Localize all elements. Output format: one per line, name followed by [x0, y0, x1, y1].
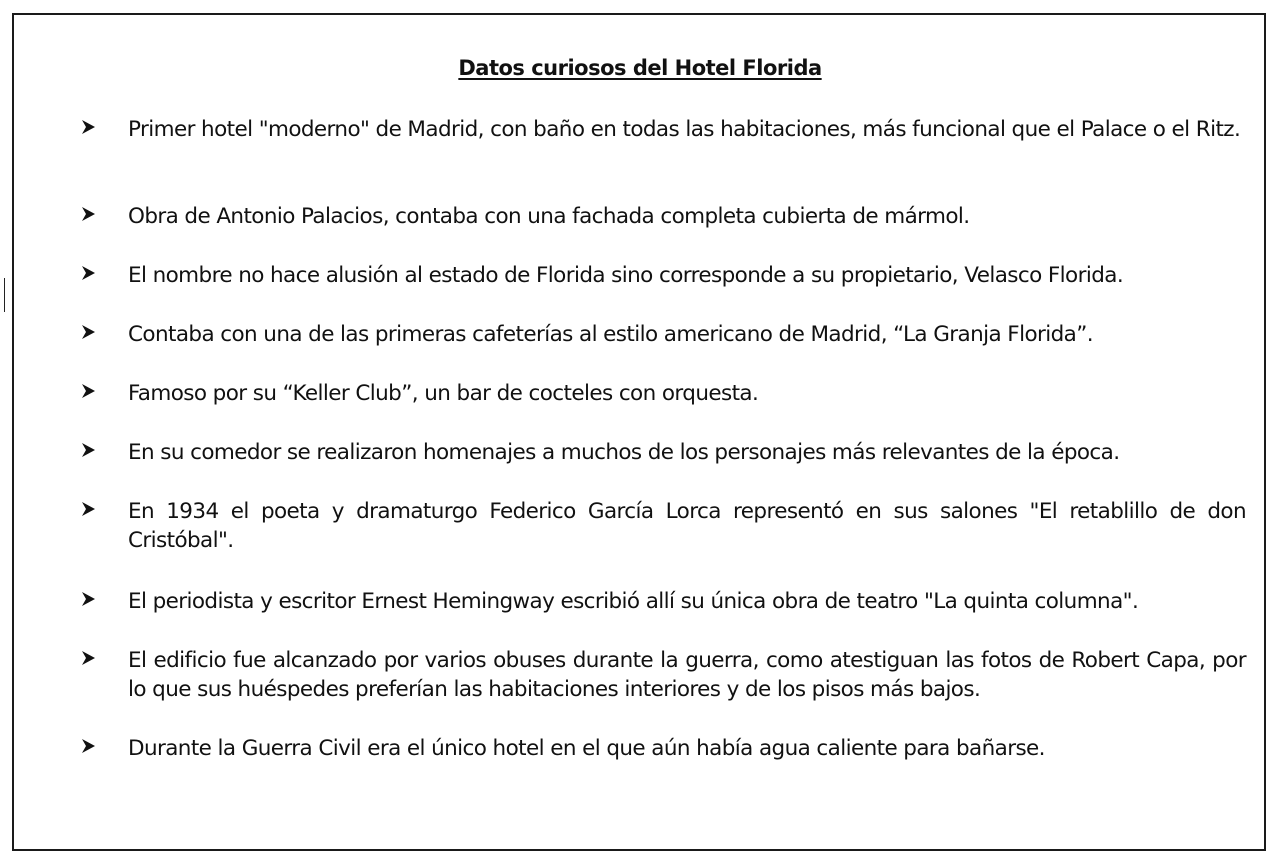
document-title: Datos curiosos del Hotel Florida	[458, 56, 822, 80]
list-item-text: El periodista y escritor Ernest Hemingway escribió allí su única obra de teatro "La quinta columna".	[128, 589, 1139, 614]
text-cursor-mark	[4, 278, 5, 312]
list-item-text: El edificio fue alcanzado por varios obuses durante la guerra, como atestiguan las fotos de Robert Capa, por lo que sus huéspedes preferían las habitaciones interiores y de los pisos más bajos.	[128, 648, 1246, 702]
arrowhead-bullet-icon	[80, 322, 102, 344]
arrowhead-bullet-icon	[80, 117, 102, 139]
list-item-text: Contaba con una de las primeras cafeterías al estilo americano de Madrid, “La Granja Florida”.	[128, 322, 1094, 347]
arrowhead-bullet-icon	[80, 381, 102, 403]
list-item-text: Famoso por su “Keller Club”, un bar de cocteles con orquesta.	[128, 381, 759, 406]
arrowhead-bullet-icon	[80, 589, 102, 611]
arrowhead-bullet-icon	[80, 263, 102, 285]
arrowhead-bullet-icon	[80, 440, 102, 462]
arrowhead-bullet-icon	[80, 648, 102, 670]
arrowhead-bullet-icon	[80, 736, 102, 758]
list-item-text: Primer hotel "moderno" de Madrid, con baño en todas las habitaciones, más funcional que el Palace o el Ritz.	[128, 117, 1241, 142]
list-item-text: En su comedor se realizaron homenajes a muchos de los personajes más relevantes de la época.	[128, 440, 1120, 465]
list-item-text: Durante la Guerra Civil era el único hotel en el que aún había agua caliente para bañarse.	[128, 736, 1045, 761]
arrowhead-bullet-icon	[80, 204, 102, 226]
list-item-text: El nombre no hace alusión al estado de Florida sino corresponde a su propietario, Velasco Florida.	[128, 263, 1124, 288]
list-item-text: En 1934 el poeta y dramaturgo Federico García Lorca representó en sus salones "El retablillo de don Cristóbal".	[128, 499, 1246, 553]
arrowhead-bullet-icon	[80, 499, 102, 521]
list-item-text: Obra de Antonio Palacios, contaba con una fachada completa cubierta de mármol.	[128, 204, 970, 229]
